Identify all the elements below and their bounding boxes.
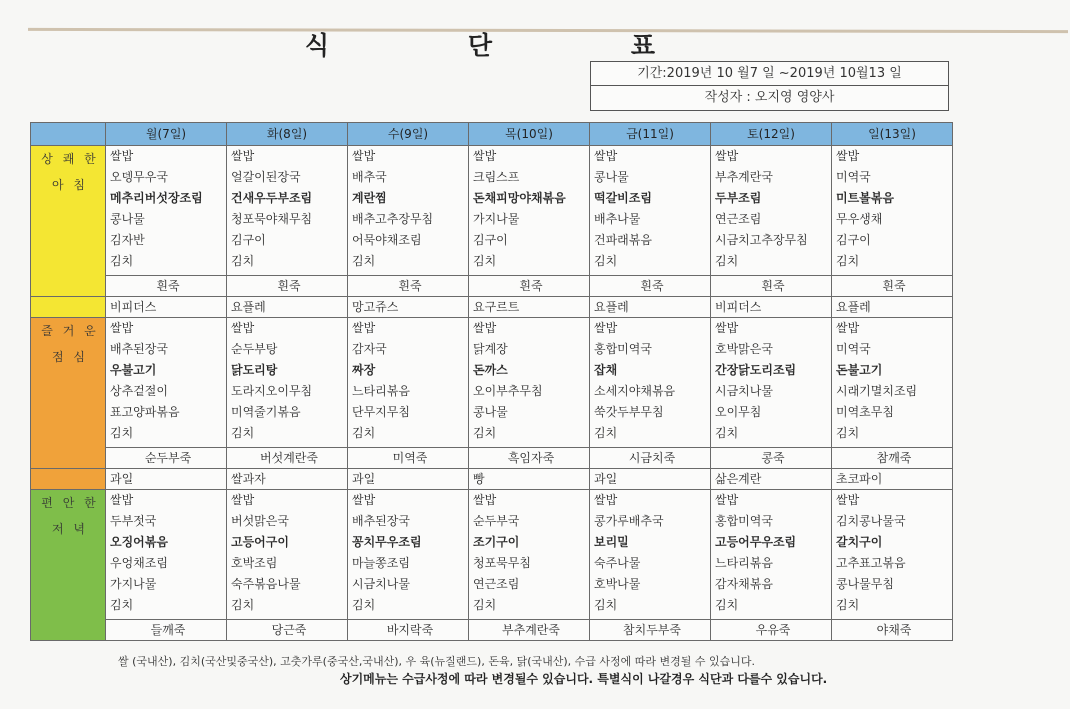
meal-label-text: 점 심: [52, 350, 88, 364]
menu-item: 김치: [473, 598, 497, 612]
menu-item: 돈까스: [473, 363, 508, 377]
snack-cell: 과일: [348, 469, 469, 490]
menu-item: 김치: [594, 426, 618, 440]
snack-cell: 비피더스: [711, 297, 832, 318]
menu-item: 소세지야채볶음: [594, 384, 676, 398]
porridge-cell: 흰죽: [469, 276, 590, 297]
info-box: [590, 61, 949, 111]
menu-item: 배추고추장무침: [352, 212, 434, 226]
menu-item: 콩나물: [594, 170, 629, 184]
porridge-cell: 참깨죽: [832, 448, 953, 469]
menu-item: 쌀밥: [231, 149, 255, 163]
menu-item: 연근조림: [473, 577, 520, 591]
morning-main-row: [31, 146, 953, 276]
menu-item: 표고양파볶음: [110, 405, 180, 419]
menu-item: 두부젓국: [110, 514, 157, 528]
menu-item: 쌀밥: [352, 149, 376, 163]
menu-item: 김치: [715, 254, 739, 268]
menu-item: 청포묵무침: [473, 556, 531, 570]
snack-cell: 초코파이: [832, 469, 953, 490]
meal-table: [30, 122, 953, 641]
day-header: 월(7일): [106, 123, 227, 146]
day-header: 화(8일): [227, 123, 348, 146]
menu-item: 김치: [594, 254, 618, 268]
menu-item: 쌀밥: [473, 149, 497, 163]
day-header-row: [31, 123, 953, 146]
menu-item: 감자국: [352, 342, 387, 356]
lunch-main-row: [31, 318, 953, 448]
menu-cell: [711, 318, 832, 448]
menu-item: 떡갈비조림: [594, 191, 652, 205]
porridge-cell: 순두부죽: [106, 448, 227, 469]
menu-item: 김치: [473, 426, 497, 440]
menu-item: 두부조림: [715, 191, 762, 205]
menu-item: 김치: [836, 426, 860, 440]
menu-cell: [832, 146, 953, 276]
menu-item: 김구이: [473, 233, 508, 247]
menu-item: 쌀밥: [836, 493, 860, 507]
lunch-porridge-row: [31, 448, 953, 469]
menu-item: 조기구이: [473, 535, 520, 549]
menu-item: 미역국: [836, 170, 871, 184]
menu-item: 쌀밥: [473, 321, 497, 335]
menu-item: 콩나물무침: [836, 577, 894, 591]
menu-item: 연근조림: [715, 212, 762, 226]
menu-item: 순두부탕: [231, 342, 278, 356]
menu-item: 미역국: [836, 342, 871, 356]
porridge-cell: 콩죽: [711, 448, 832, 469]
menu-item: 돈불고기: [836, 363, 883, 377]
menu-item: 꽁치무우조림: [352, 535, 422, 549]
menu-item: 쌀밥: [352, 321, 376, 335]
menu-item: 가지나물: [473, 212, 520, 226]
porridge-cell: 버섯계란죽: [227, 448, 348, 469]
menu-item: 어묵야채조림: [352, 233, 422, 247]
meal-label-text: 편 안 한: [41, 496, 99, 510]
menu-item: 콩나물: [473, 405, 508, 419]
menu-item: 김치: [715, 598, 739, 612]
menu-item: 시금치고추장무침: [715, 233, 808, 247]
menu-item: 배추된장국: [352, 514, 410, 528]
menu-cell: [106, 490, 227, 620]
day-header: 일(13일): [832, 123, 953, 146]
morning-snack-row: [31, 297, 953, 318]
menu-item: 순두부국: [473, 514, 520, 528]
menu-item: 홍합미역국: [594, 342, 652, 356]
menu-cell: [348, 146, 469, 276]
menu-item: 김치: [110, 426, 134, 440]
menu-item: 느타리볶음: [352, 384, 410, 398]
lunch-snack-row: [31, 469, 953, 490]
menu-item: 감자채볶음: [715, 577, 773, 591]
menu-item: 김치: [352, 254, 376, 268]
menu-cell: [590, 318, 711, 448]
page-title: [300, 26, 660, 62]
menu-item: 김치: [836, 598, 860, 612]
menu-item: 우불고기: [110, 363, 157, 377]
menu-item: 배추나물: [594, 212, 641, 226]
menu-item: 마늘쫑조림: [352, 556, 410, 570]
menu-item: 도라지오이무침: [231, 384, 313, 398]
morning-label: [31, 146, 106, 297]
menu-item: 쌀밥: [110, 321, 134, 335]
porridge-cell: 들깨죽: [106, 620, 227, 641]
snack-cell: 요플레: [227, 297, 348, 318]
lunch-label: [31, 318, 106, 469]
menu-item: 청포묵야채무침: [231, 212, 313, 226]
menu-item: 쌀밥: [473, 493, 497, 507]
menu-item: 김치: [231, 254, 255, 268]
meal-label-text: 즐 거 운: [41, 324, 99, 338]
menu-item: 김구이: [231, 233, 266, 247]
menu-item: 부추계란국: [715, 170, 773, 184]
menu-item: 돈채피망야채볶음: [473, 191, 566, 205]
menu-cell: [469, 490, 590, 620]
menu-item: 김치: [352, 598, 376, 612]
day-header: 금(11일): [590, 123, 711, 146]
menu-item: 시금치나물: [352, 577, 410, 591]
menu-cell: [832, 318, 953, 448]
menu-item: 고등어무우조림: [715, 535, 797, 549]
morning-porridge-row: [31, 276, 953, 297]
menu-item: 김치: [594, 598, 618, 612]
snack-cell: 쌀과자: [227, 469, 348, 490]
snack-cell: 과일: [590, 469, 711, 490]
porridge-cell: 바지락죽: [348, 620, 469, 641]
menu-item: 갈치구이: [836, 535, 883, 549]
menu-item: 잡채: [594, 363, 618, 377]
menu-item: 오뎅무우국: [110, 170, 168, 184]
menu-item: 미역초무침: [836, 405, 894, 419]
menu-cell: [227, 146, 348, 276]
menu-cell: [590, 146, 711, 276]
meal-label-text: 상 쾌 한: [41, 152, 99, 166]
porridge-cell: 시금치죽: [590, 448, 711, 469]
dinner-main-row: [31, 490, 953, 620]
menu-item: 쌀밥: [594, 493, 618, 507]
menu-item: 건파래볶음: [594, 233, 652, 247]
menu-item: 쌀밥: [594, 149, 618, 163]
menu-item: 크림스프: [473, 170, 520, 184]
menu-item: 배추된장국: [110, 342, 168, 356]
menu-item: 쌀밥: [715, 149, 739, 163]
menu-item: 홍합미역국: [715, 514, 773, 528]
menu-item: 시금치나물: [715, 384, 773, 398]
menu-item: 김구이: [836, 233, 871, 247]
menu-item: 쌀밥: [836, 321, 860, 335]
menu-item: 시래기멸치조림: [836, 384, 918, 398]
menu-item: 쌀밥: [110, 493, 134, 507]
menu-item: 호박나물: [594, 577, 641, 591]
porridge-cell: 우유죽: [711, 620, 832, 641]
menu-item: 김치: [473, 254, 497, 268]
menu-item: 고등어구이: [231, 535, 289, 549]
porridge-cell: 흰죽: [348, 276, 469, 297]
menu-item: 콩가루배추국: [594, 514, 664, 528]
menu-item: 닭계장: [473, 342, 508, 356]
menu-cell: [711, 146, 832, 276]
day-header: 수(9일): [348, 123, 469, 146]
dinner-porridge-row: [31, 620, 953, 641]
menu-item: 김치: [231, 426, 255, 440]
snack-cell: 삶은계란: [711, 469, 832, 490]
menu-item: 건새우두부조림: [231, 191, 313, 205]
menu-item: 간장닭도리조림: [715, 363, 797, 377]
meal-label-text: 아 침: [52, 178, 88, 192]
snack-cell: 비피더스: [106, 297, 227, 318]
menu-item: 쌀밥: [715, 321, 739, 335]
porridge-cell: 참치두부죽: [590, 620, 711, 641]
dinner-label: [31, 490, 106, 641]
porridge-cell: 야채죽: [832, 620, 953, 641]
menu-cell: [348, 318, 469, 448]
menu-item: 쌀밥: [231, 493, 255, 507]
menu-item: 김치: [231, 598, 255, 612]
menu-item: 쑥갓두부무침: [594, 405, 664, 419]
snack-cell: 빵: [469, 469, 590, 490]
menu-item: 쌀밥: [231, 321, 255, 335]
menu-item: 우엉채조림: [110, 556, 168, 570]
header-corner: [31, 123, 106, 146]
title-char: 표: [630, 31, 656, 60]
menu-item: 쌀밥: [594, 321, 618, 335]
porridge-cell: 흰죽: [227, 276, 348, 297]
menu-cell: [227, 318, 348, 448]
label-spacer: [31, 469, 106, 490]
menu-item: 단무지무침: [352, 405, 410, 419]
menu-item: 쌀밥: [352, 493, 376, 507]
menu-item: 김치: [110, 254, 134, 268]
menu-cell: [590, 490, 711, 620]
snack-cell: 요구르트: [469, 297, 590, 318]
menu-item: 느타리볶음: [715, 556, 773, 570]
porridge-cell: 흰죽: [590, 276, 711, 297]
porridge-cell: 당근죽: [227, 620, 348, 641]
label-spacer: [31, 297, 106, 318]
menu-cell: [469, 318, 590, 448]
menu-item: 무우생채: [836, 212, 883, 226]
porridge-cell: 부추계란죽: [469, 620, 590, 641]
menu-item: 배추국: [352, 170, 387, 184]
menu-item: 오이부추무침: [473, 384, 543, 398]
period-text: 기간:2019년 10 월7 일 ~2019년 10월13 일: [637, 66, 902, 81]
menu-cell: [106, 318, 227, 448]
menu-item: 가지나물: [110, 577, 157, 591]
menu-item: 미트볼볶음: [836, 191, 894, 205]
menu-item: 쌀밥: [110, 149, 134, 163]
menu-notice: 상기메뉴는 수급사정에 따라 변경될수 있습니다. 특별식이 나갈경우 식단과 다를수 있습니다.: [340, 672, 828, 686]
menu-item: 보리밀: [594, 535, 629, 549]
author-text: 작성자 : 오지영 영양사: [591, 85, 948, 109]
menu-item: 고추표고볶음: [836, 556, 906, 570]
menu-item: 얼갈이된장국: [231, 170, 301, 184]
menu-item: 버섯맑은국: [231, 514, 289, 528]
menu-cell: [227, 490, 348, 620]
menu-item: 오이무침: [715, 405, 762, 419]
menu-item: 호박조림: [231, 556, 278, 570]
menu-item: 김치: [110, 598, 134, 612]
menu-cell: [348, 490, 469, 620]
snack-cell: 요플레: [832, 297, 953, 318]
menu-cell: [832, 490, 953, 620]
porridge-cell: 흑임자죽: [469, 448, 590, 469]
menu-item: 계란찜: [352, 191, 387, 205]
meal-body: [31, 146, 953, 641]
origin-note: 쌀 (국내산), 김치(국산및중국산), 고춧가루(중국산,국내산), 우 육(뉴질랜드), 돈육, 닭(국내산), 수급 사정에 따라 변경될 수 있습니다.: [118, 655, 756, 668]
menu-item: 김치: [836, 254, 860, 268]
menu-item: 김치: [352, 426, 376, 440]
menu-item: 상추겉절이: [110, 384, 168, 398]
menu-cell: [469, 146, 590, 276]
menu-item: 김치콩나물국: [836, 514, 906, 528]
menu-item: 쌀밥: [836, 149, 860, 163]
menu-item: 김치: [715, 426, 739, 440]
snack-cell: 과일: [106, 469, 227, 490]
snack-cell: 망고쥬스: [348, 297, 469, 318]
day-header: 목(10일): [469, 123, 590, 146]
day-header: 토(12일): [711, 123, 832, 146]
menu-item: 숙주나물: [594, 556, 641, 570]
title-char: 식: [304, 31, 330, 60]
porridge-cell: 흰죽: [106, 276, 227, 297]
menu-item: 쌀밥: [715, 493, 739, 507]
menu-cell: [711, 490, 832, 620]
menu-item: 미역줄기볶음: [231, 405, 301, 419]
meal-label-text: 저 녁: [52, 522, 88, 536]
menu-item: 닭도리탕: [231, 363, 278, 377]
menu-item: 짜장: [352, 363, 376, 377]
porridge-cell: 흰죽: [832, 276, 953, 297]
snack-cell: 요플레: [590, 297, 711, 318]
porridge-cell: 미역죽: [348, 448, 469, 469]
menu-item: 숙주볶음나물: [231, 577, 301, 591]
menu-item: 메추리버섯장조림: [110, 191, 203, 205]
porridge-cell: 흰죽: [711, 276, 832, 297]
menu-item: 오징어볶음: [110, 535, 168, 549]
menu-item: 김자반: [110, 233, 145, 247]
menu-cell: [106, 146, 227, 276]
menu-item: 콩나물: [110, 212, 145, 226]
title-char: 단: [467, 31, 493, 60]
menu-item: 호박맑은국: [715, 342, 773, 356]
